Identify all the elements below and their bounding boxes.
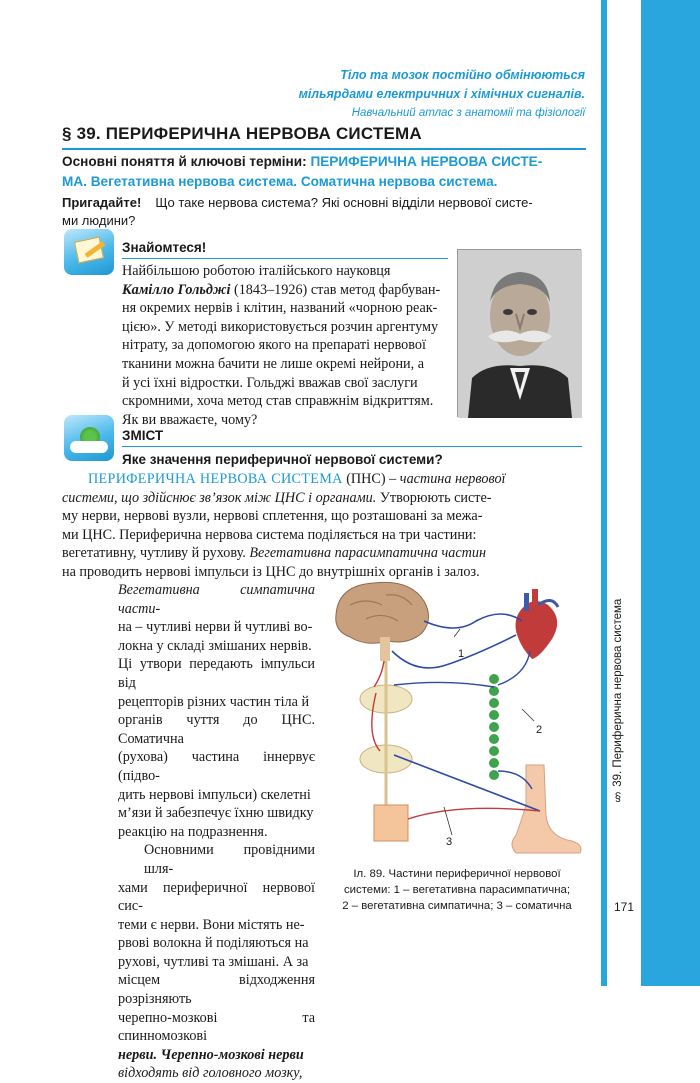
text-line: хами периферичної нервової сис- (118, 879, 315, 915)
text-line: скромними, хоча метод став справжнім відкриттям. (122, 393, 434, 410)
nervous-system-figure (326, 575, 586, 865)
epigraph-line: мільярдами електричних і хімічних сигналів. (298, 87, 585, 101)
text-line: Вегетативна симпатична части- (118, 582, 315, 617)
text-line: Як ви вважаєте, чому? (122, 411, 258, 428)
text-line: вегетативну, чутливу й рухову. Вегетативна парасимпатична частин (62, 545, 487, 562)
meet-divider (122, 258, 448, 259)
text-line: реакцію на подразнення. (118, 823, 268, 840)
text-line: місцем відходження розрізняють (118, 972, 315, 1008)
golgi-portrait (457, 249, 581, 417)
text-line: теми є нерви. Вони містять не- (118, 916, 305, 933)
content-divider (122, 446, 582, 447)
key-concepts (62, 152, 582, 192)
pns-term: ПЕРИФЕРИЧНА НЕРВОВА СИСТЕМА (88, 471, 343, 487)
text-line: на – чутливі нерви й чутливі во- (118, 619, 313, 636)
text-line: ми ЦНС. Периферична нервова система поділяється на три частини: (62, 526, 477, 543)
meet-text (122, 262, 448, 429)
paragraph-pns (62, 470, 582, 582)
paragraph-column (118, 581, 315, 1083)
text-line: дить нервові імпульси) скелетні (118, 786, 311, 803)
sympathetic-chain (489, 674, 499, 780)
scientist-name: Камілло Гольджі (122, 281, 231, 298)
page-number: 171 (613, 900, 635, 914)
text-line: тканини можна бачити не лише окремі нейрони, а (122, 355, 425, 372)
text-line: системи, що здійснює зв’язок між ЦНС і органами. Утворюють систе- (62, 489, 492, 506)
text-line: відходять від головного мозку, (118, 1065, 303, 1082)
text-line: локна у складі змішаних нервів. (118, 637, 312, 654)
notebook-icon (64, 229, 114, 275)
text-line: органів чуття до ЦНС. Соматична (118, 712, 315, 747)
epigraph-line: Тіло та мозок постійно обмінюються (340, 68, 585, 82)
text-line: ПЕРИФЕРИЧНА НЕРВОВА СИСТЕМА (ПНС) – частина нервової (88, 471, 506, 487)
text-line: рвові волокна й поділяються на (118, 935, 309, 952)
text-line: рецепторів різних частин тіла й (118, 693, 310, 710)
recall-text: ми людини? (62, 213, 136, 228)
text-line: черепно-мозкові та спинномозкові (118, 1009, 315, 1045)
content-heading: ЗМІСТ (122, 428, 164, 443)
caption-line: Іл. 89. Частини периферичної нервової (353, 868, 561, 880)
figure-label: 3 (446, 836, 453, 848)
sidebar-margin (607, 0, 641, 986)
epigraph-source: Навчальний атлас з анатомії та фізіології (351, 107, 585, 119)
concepts-terms: МА. Вегетативна нервова система. Соматична нервова система. (62, 174, 498, 189)
text-line: м’язи й забезпечує їхню швидку (118, 805, 314, 822)
clover-icon (64, 415, 114, 461)
text-line: рухові, чутливі та змішані. А за (118, 953, 309, 970)
heart-icon (516, 589, 559, 659)
text-line: на проводить нервові імпульси із ЦНС до внутрішніх органів і залоз. (62, 563, 480, 580)
brain-icon (336, 582, 429, 643)
title-divider (62, 148, 586, 150)
text-line: (рухова) частина іннервує (підво- (118, 749, 315, 784)
skin-sample (374, 805, 408, 841)
text-line: Найбільшою роботою італійського науковця (122, 263, 391, 279)
text-line: му нерви, нервові вузли, нервові сплетення, що розташовані за межа- (62, 508, 483, 525)
scientist-years: (1843–1926) (233, 281, 308, 298)
concepts-terms: ПЕРИФЕРИЧНА НЕРВОВА СИСТЕ- (310, 154, 543, 169)
text-line: Основними провідними шля- (144, 842, 315, 877)
text-line: й усі їхні відростки. Гольджі вважав свої заслуги (122, 374, 418, 391)
text-line: цією». У методі використовується розчин аргентуму (122, 318, 439, 335)
figure-label: 1 (458, 648, 465, 660)
running-head: § 39. Периферична нервова система (612, 598, 624, 802)
text-line: нерви. Черепно-мозкові нерви (118, 1046, 304, 1063)
epigraph (299, 66, 585, 123)
meet-heading: Знайомтеся! (122, 240, 207, 255)
text-line: ня окремих нервів і клітин, названий «чорною реак- (122, 300, 438, 317)
figure-caption (326, 866, 588, 914)
caption-line: системи: 1 – вегетативна парасимпатична; (343, 884, 571, 896)
recall-label: Пригадайте! (62, 195, 142, 210)
concepts-label: Основні поняття й ключові терміни: (62, 154, 307, 169)
recall-text: Що таке нервова система? Які основні відділи нервової систе- (155, 195, 533, 210)
text-line: Ці утвори передають імпульси від (118, 656, 315, 691)
text-line: Камілло Гольджі (1843–1926) став метод фарбуван- (122, 281, 441, 298)
caption-line: 2 – вегетативна симпатична; 3 – соматична (342, 900, 572, 912)
content-question: Яке значення периферичної нервової системи? (122, 452, 443, 467)
page-title: § 39. ПЕРИФЕРИЧНА НЕРВОВА СИСТЕМА (62, 124, 422, 143)
text-line: нітрату, за допомогою якого на препараті нервової (122, 337, 426, 354)
figure-label: 2 (536, 724, 543, 736)
recall-block (62, 194, 582, 230)
